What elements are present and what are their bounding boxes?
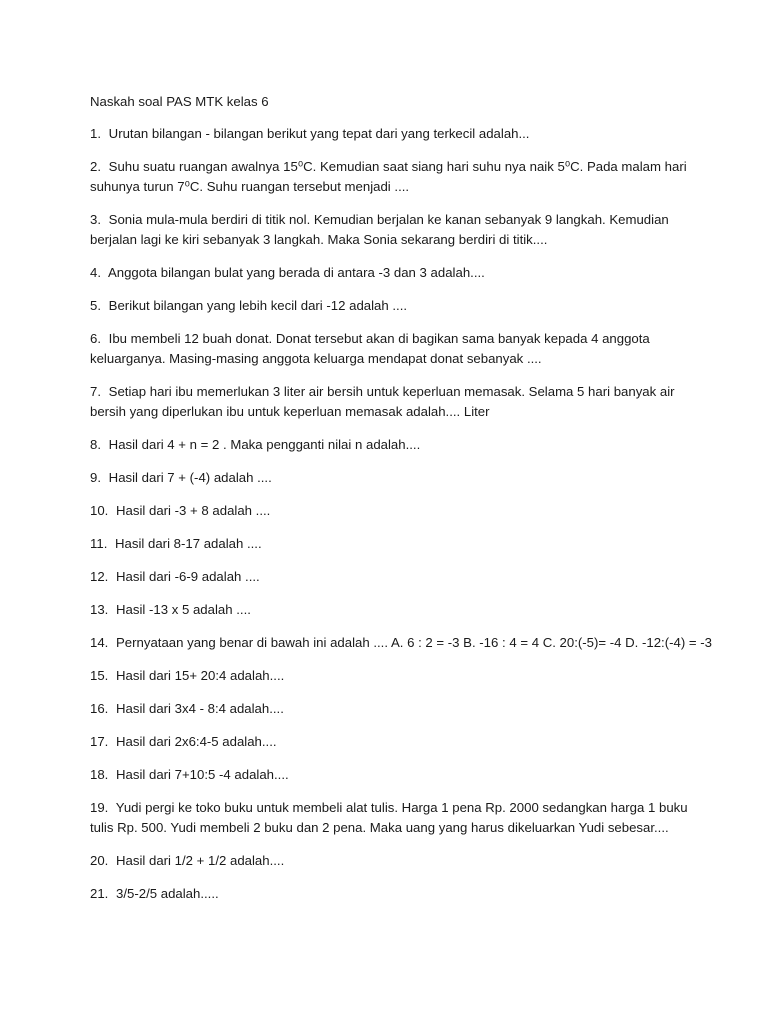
question-number: 5. [90,298,101,313]
question-19 [90,798,690,838]
question-number: 16. [90,701,109,716]
question-2 [90,157,690,197]
question-text: Hasil dari 1/2 + 1/2 adalah.... [116,853,285,868]
question-14 [90,633,712,653]
question-number: 15. [90,668,109,683]
question-text: Hasil dari 7+10:5 -4 adalah.... [116,767,289,782]
question-number: 9. [90,470,101,485]
question-number: 13. [90,602,109,617]
question-text: Berikut bilangan yang lebih kecil dari -12 adalah .... [108,298,408,313]
question-text: Hasil -13 x 5 adalah .... [116,602,251,617]
question-text: Setiap hari ibu memerlukan 3 liter air bersih untuk keperluan memasak. Selama 5 hari banyak air bersih yang diperlukan ibu untuk keperluan memasak adalah.... Liter [90,384,675,419]
question-number: 3. [90,212,101,227]
question-17 [90,732,690,752]
question-6 [90,329,690,369]
question-text: Yudi pergi ke toko buku untuk membeli alat tulis. Harga 1 pena Rp. 2000 sedangkan harga 1 buku tulis Rp. 500. Yudi membeli 2 buku dan 2 pena. Maka uang yang harus dikeluarkan Yudi sebesar.... [90,800,688,835]
question-text: Hasil dari 2x6:4-5 adalah.... [116,734,277,749]
question-number: 8. [90,437,101,452]
question-number: 6. [90,331,101,346]
question-number: 20. [90,853,109,868]
question-16 [90,699,690,719]
question-text: Ibu membeli 12 buah donat. Donat tersebut akan di bagikan sama banyak kepada 4 anggota keluarganya. Masing-masing anggota keluarga mendapat donat sebanyak .... [90,331,650,366]
question-21 [90,884,690,904]
question-13 [90,600,690,620]
question-text: Anggota bilangan bulat yang berada di antara -3 dan 3 adalah.... [107,265,485,280]
question-number: 7. [90,384,101,399]
question-15 [90,666,690,686]
question-number: 19. [90,800,109,815]
question-text: Hasil dari 4 + n = 2 . Maka pengganti nilai n adalah.... [108,437,421,452]
question-text: Hasil dari -3 + 8 adalah .... [116,503,271,518]
question-1 [90,124,690,144]
question-number: 21. [90,886,109,901]
question-number: 11. [90,536,108,551]
question-text: Hasil dari 15+ 20:4 adalah.... [116,668,285,683]
question-4 [90,263,690,283]
question-text: Pernyataan yang benar di bawah ini adalah .... A. 6 : 2 = -3 B. -16 : 4 = 4 C. 20:(-5)= -4 D. -12:(-4) = -3 [116,635,712,650]
question-18 [90,765,690,785]
question-text: Urutan bilangan - bilangan berikut yang tepat dari yang terkecil adalah... [108,126,530,141]
question-text: Sonia mula-mula berdiri di titik nol. Kemudian berjalan ke kanan sebanyak 9 langkah. Kemudian berjalan lagi ke kiri sebanyak 3 langkah. Maka Sonia sekarang berdiri di titik.... [90,212,669,247]
question-number: 2. [90,159,101,174]
question-text: 3/5-2/5 adalah..... [116,886,219,901]
question-11 [90,534,690,554]
question-5 [90,296,690,316]
question-10 [90,501,690,521]
question-number: 12. [90,569,109,584]
question-text: Hasil dari -6-9 adalah .... [116,569,260,584]
question-text: Hasil dari 7 + (-4) adalah .... [108,470,272,485]
question-text: Hasil dari 8-17 adalah .... [115,536,262,551]
question-number: 17. [90,734,109,749]
question-number: 1. [90,126,101,141]
question-3 [90,210,690,250]
document-title: Naskah soal PAS MTK kelas 6 [90,94,269,109]
question-number: 14. [90,635,109,650]
question-9 [90,468,690,488]
document-content [90,92,712,917]
question-12 [90,567,690,587]
question-20 [90,851,690,871]
question-number: 18. [90,767,109,782]
question-number: 4. [90,265,101,280]
question-7 [90,382,690,422]
question-number: 10. [90,503,109,518]
question-text: Suhu suatu ruangan awalnya 15⁰C. Kemudian saat siang hari suhu nya naik 5⁰C. Pada malam hari suhunya turun 7⁰C. Suhu ruangan tersebut menjadi .... [90,159,687,194]
question-text: Hasil dari 3x4 - 8:4 adalah.... [116,701,284,716]
question-8 [90,435,690,455]
